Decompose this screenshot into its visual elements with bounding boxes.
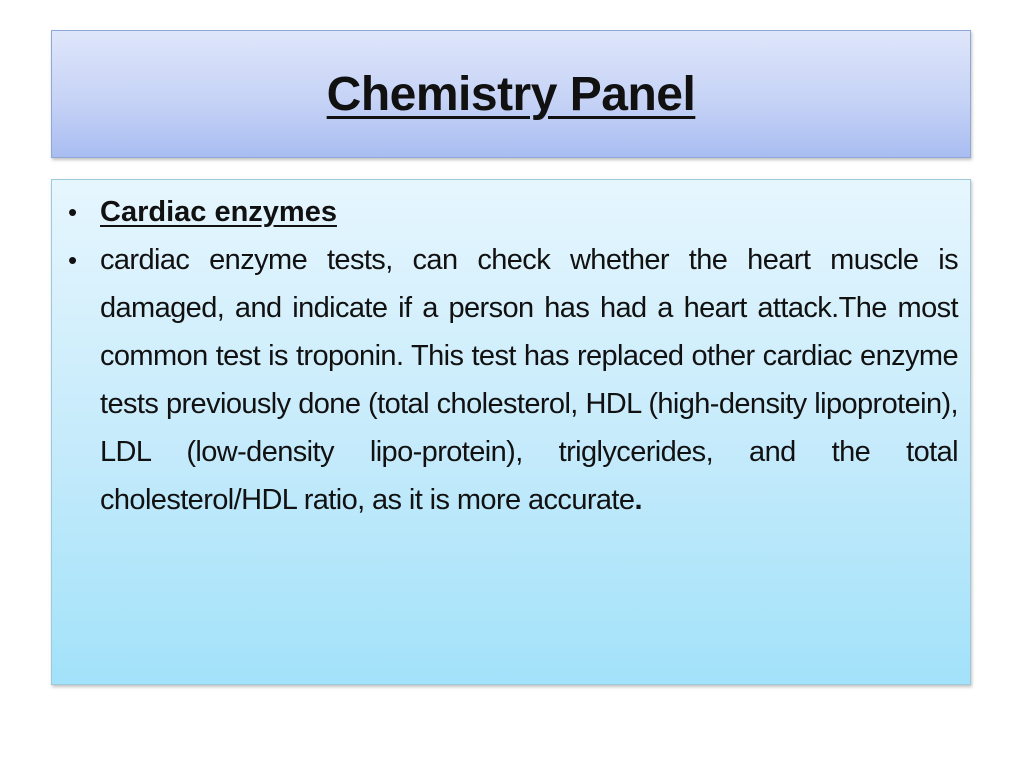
content-placeholder — [51, 179, 971, 685]
body-paragraph: cardiac enzyme tests, can check whether the heart muscle is damaged, and indicate if a person has had a heart attack.The most common test is troponin. This test has replaced other cardiac enzyme tests previously done (total cholesterol, HDL (high-density lipoprotein), LDL (low-density lipo-protein), triglycerides, and the total cholesterol/HDL ratio, as it is more accurate — [100, 244, 958, 516]
slide-title: Chemistry Panel — [326, 67, 696, 121]
bullet-icon: • — [68, 245, 77, 275]
body-end-mark: . — [634, 484, 642, 516]
bullet-item-body — [62, 236, 958, 524]
title-placeholder — [51, 30, 971, 158]
bullet-icon: • — [68, 197, 78, 227]
section-heading: Cardiac enzymes — [100, 196, 337, 228]
bullet-list — [62, 188, 958, 524]
bullet-item-heading — [62, 188, 958, 236]
